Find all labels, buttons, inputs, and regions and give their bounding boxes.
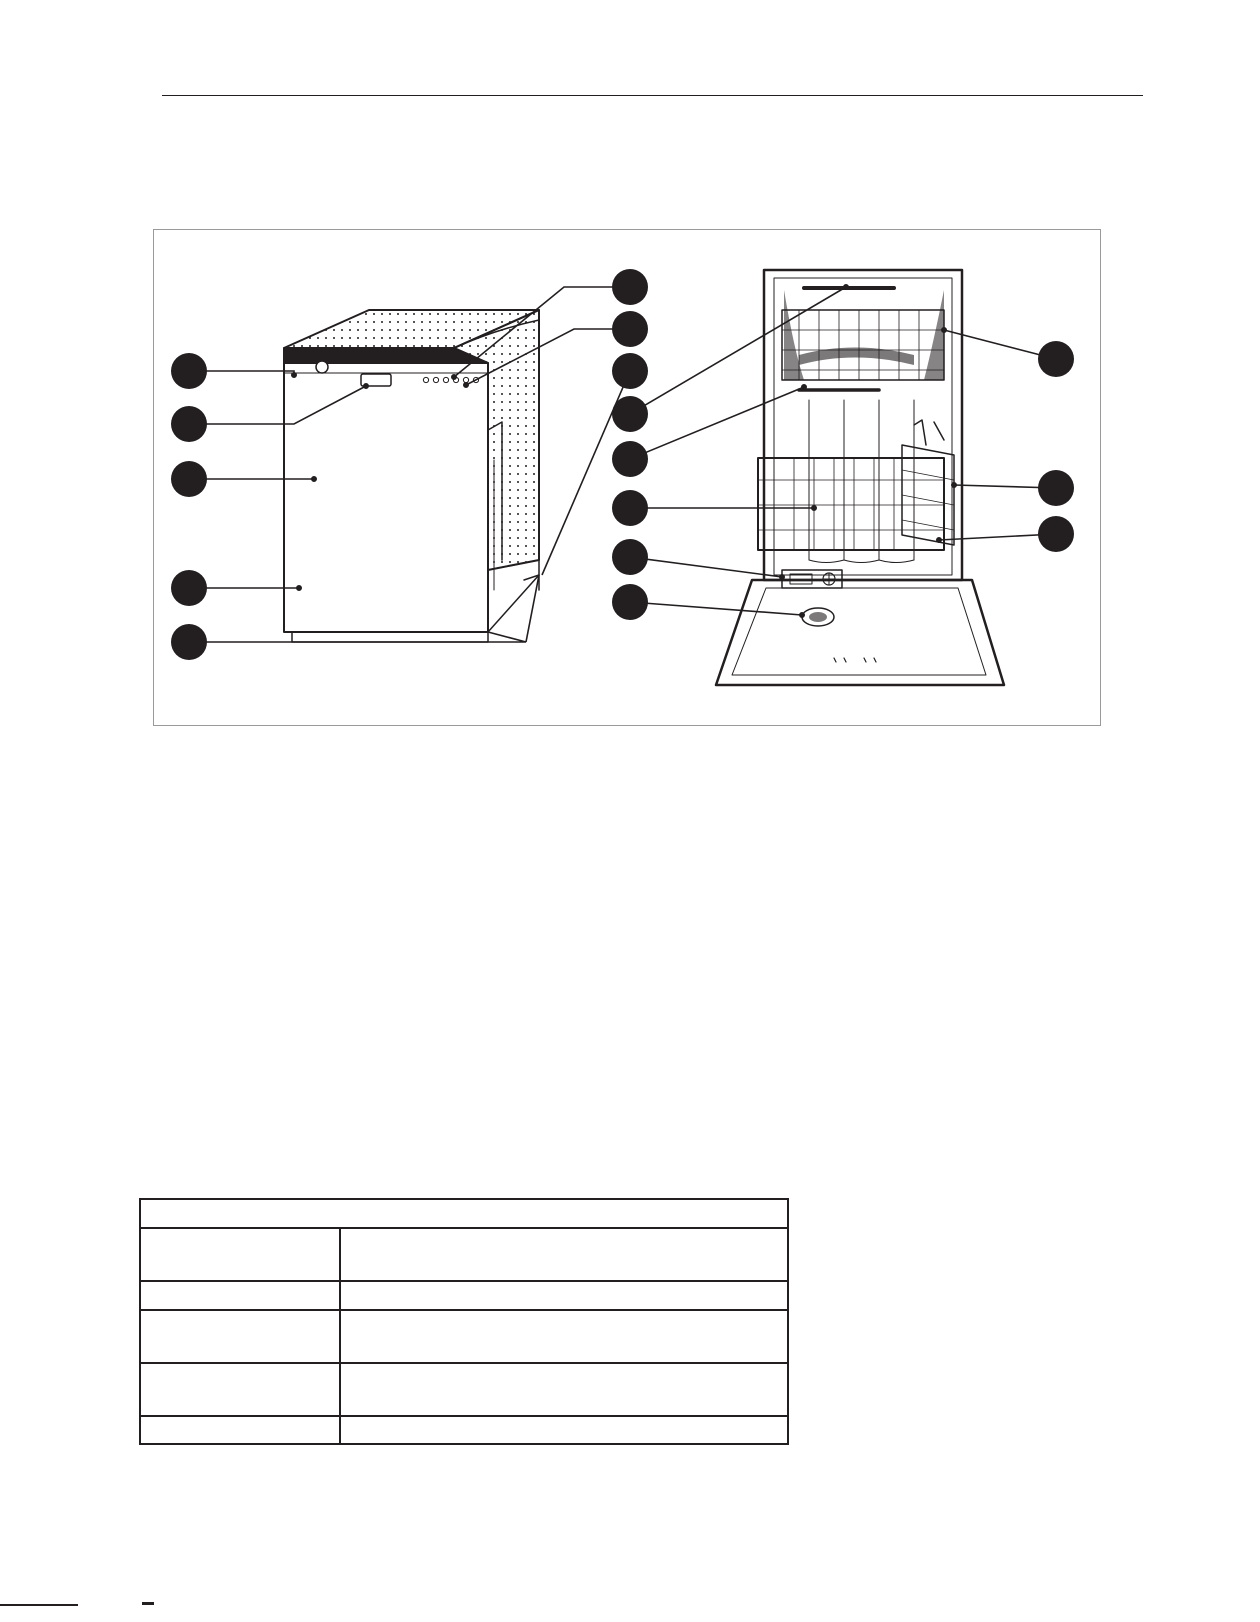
specifications-table	[139, 1198, 789, 1445]
callout-marker	[612, 396, 648, 432]
callout-marker	[612, 584, 648, 620]
table-row	[140, 1363, 788, 1416]
callout-marker	[171, 624, 207, 660]
callout-marker	[612, 441, 648, 477]
callout-marker	[612, 353, 648, 389]
callout-marker	[171, 461, 207, 497]
header-rule	[162, 95, 1143, 96]
table-row	[140, 1281, 788, 1310]
dishwasher-parts-figure	[153, 229, 1101, 726]
table-label-cell	[140, 1228, 340, 1281]
callout-marker	[171, 353, 207, 389]
table-value-cell	[340, 1281, 788, 1310]
callout-marker	[612, 490, 648, 526]
table-row	[140, 1416, 788, 1444]
callout-marker	[1038, 470, 1074, 506]
callout-marker	[1038, 516, 1074, 552]
footer-rule-left	[0, 1604, 78, 1606]
table-value-cell	[340, 1363, 788, 1416]
footer-rule-right	[142, 1602, 154, 1605]
table-label-cell	[140, 1363, 340, 1416]
callout-marker	[1038, 341, 1074, 377]
table-header-cell	[140, 1199, 788, 1228]
dishwasher-interior-illustration	[716, 270, 1004, 685]
callout-marker	[171, 570, 207, 606]
callout-marker	[612, 311, 648, 347]
table-label-cell	[140, 1416, 340, 1444]
callout-marker	[612, 539, 648, 575]
table-value-cell	[340, 1416, 788, 1444]
callout-marker	[612, 269, 648, 305]
table-row	[140, 1310, 788, 1363]
table-label-cell	[140, 1281, 340, 1310]
table-header-row	[140, 1199, 788, 1228]
table-value-cell	[340, 1228, 788, 1281]
table-label-cell	[140, 1310, 340, 1363]
callout-marker	[171, 406, 207, 442]
table-value-cell	[340, 1310, 788, 1363]
dishwasher-front-illustration	[284, 310, 539, 642]
table-row	[140, 1228, 788, 1281]
